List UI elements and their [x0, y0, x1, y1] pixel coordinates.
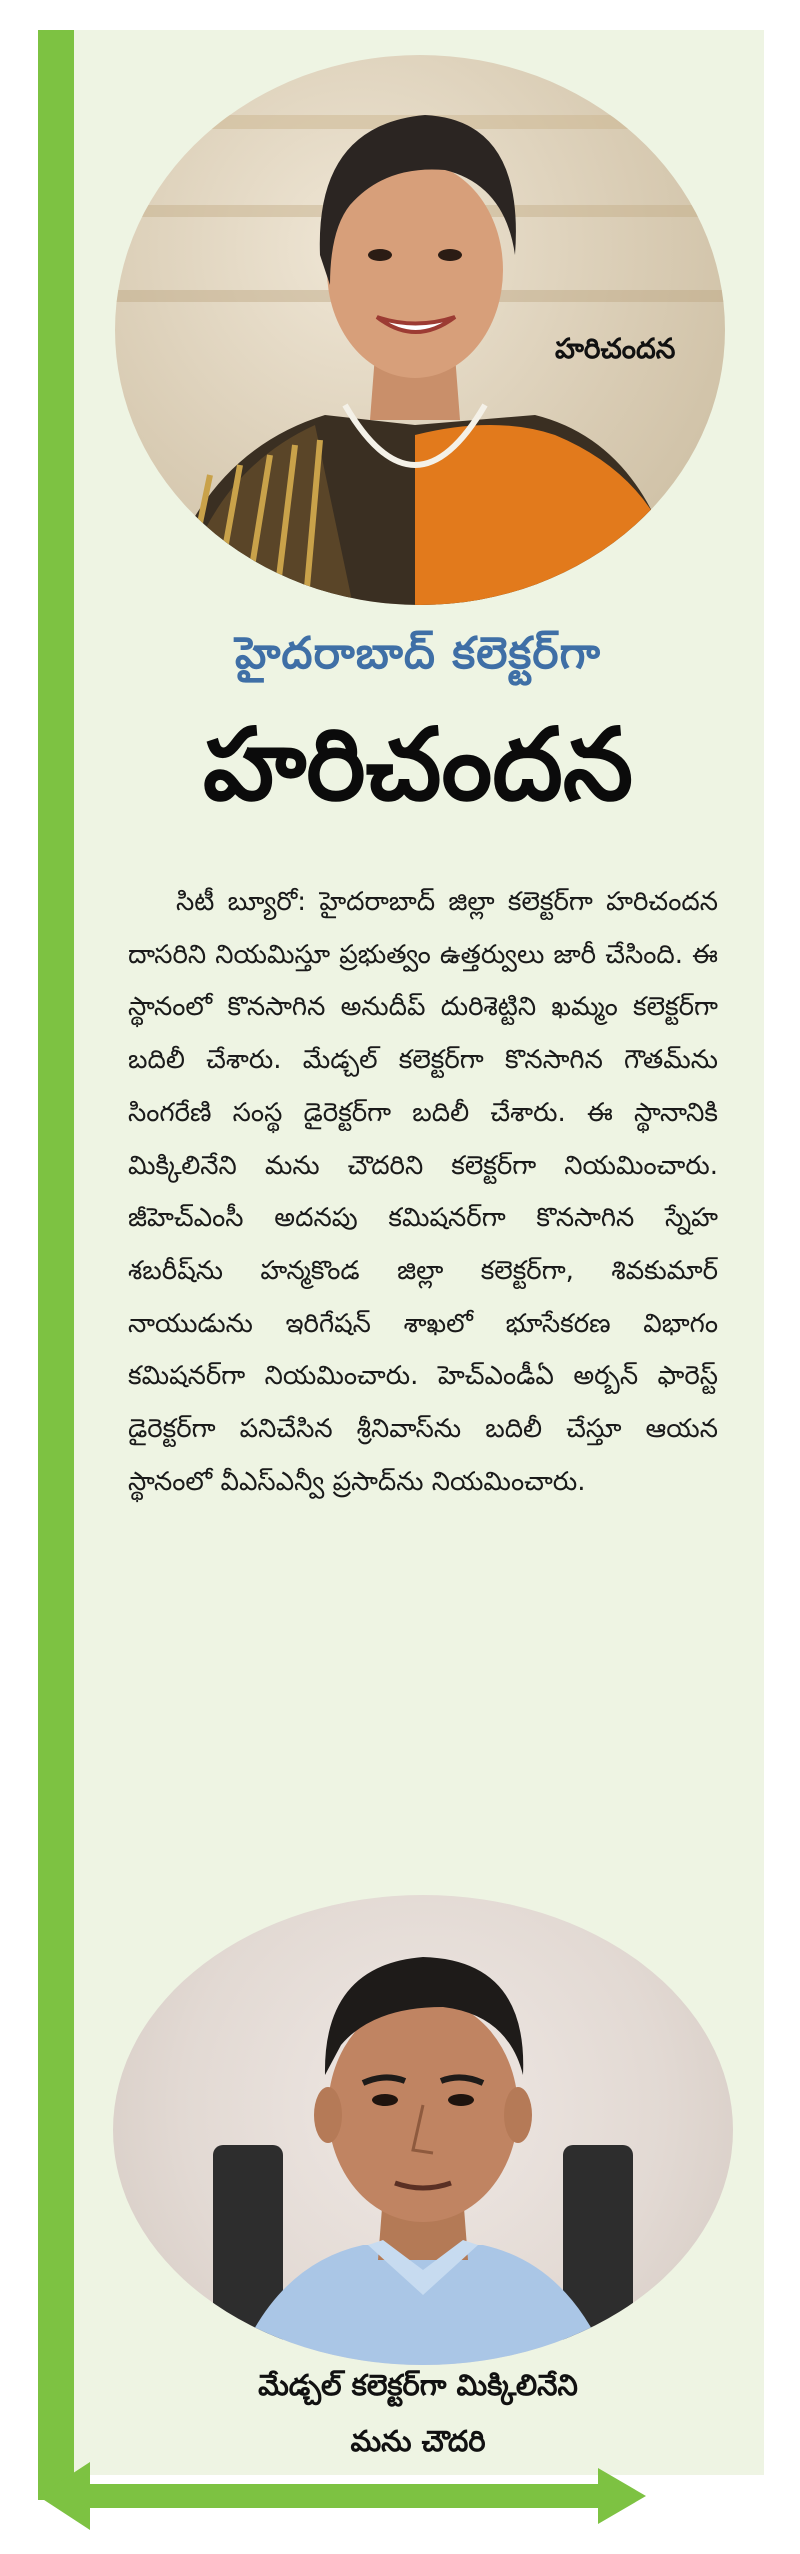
bottom-photo-caption-line1: మేడ్చల్ కలెక్టర్‌గా మిక్కిలినేని: [258, 2368, 578, 2402]
harichandana-photo: [115, 55, 725, 605]
green-arrow-decoration: [38, 2462, 648, 2530]
bottom-photo-caption-line2: మను చౌదరి: [350, 2424, 486, 2458]
manu-chowdary-photo: [113, 1895, 733, 2365]
portrait-woman-illustration: [115, 55, 725, 605]
green-side-bar: [38, 30, 74, 2500]
top-photo-caption: హరిచందన: [555, 332, 676, 365]
headline: హరిచందన: [202, 706, 634, 823]
portrait-man-illustration: [113, 1895, 733, 2365]
subheadline: హైదరాబాద్ కలెక్టర్‌గా: [234, 628, 602, 679]
article-body: సిటీ బ్యూరో: హైదరాబాద్ జిల్లా కలెక్టర్‌గా హరిచందన దాసరిని నియమిస్తూ ప్రభుత్వం ఉత్తర్వులు జారీ చేసింది. ఈ స్థానంలో కొనసాగిన అనుదీప్ దురిశెట్టిని ఖమ్మం కలెక్టర్‌గా బదిలీ చేశారు. మేడ్చల్ కలెక్టర్‌గా కొనసాగిన గౌతమ్‌ను సింగరేణి సంస్థ డైరెక్టర్‌గా బదిలీ చేశారు. ఈ స్థానానికి మిక్కిలినేని మను చౌదరిని కలెక్టర్‌గా నియమించారు. జీహెచ్ఎంసీ అదనపు కమిషనర్‌గా కొనసాగిన స్నేహ శబరీష్‌ను హన్మకొండ జిల్లా కలెక్టర్‌గా, శివకుమార్ నాయుడును ఇరిగేషన్ శాఖలో భూసేకరణ విభాగం కమిషనర్‌గా నియమించారు. హెచ్ఎండీఏ అర్బన్ ఫారెస్ట్ డైరెక్టర్‌గా పనిచేసిన శ్రీనివాస్‌ను బదిలీ చేస్తూ ఆయన స్థానంలో వీఎస్ఎన్వీ ప్రసాద్‌ను నియమించారు.: [128, 887, 718, 1497]
